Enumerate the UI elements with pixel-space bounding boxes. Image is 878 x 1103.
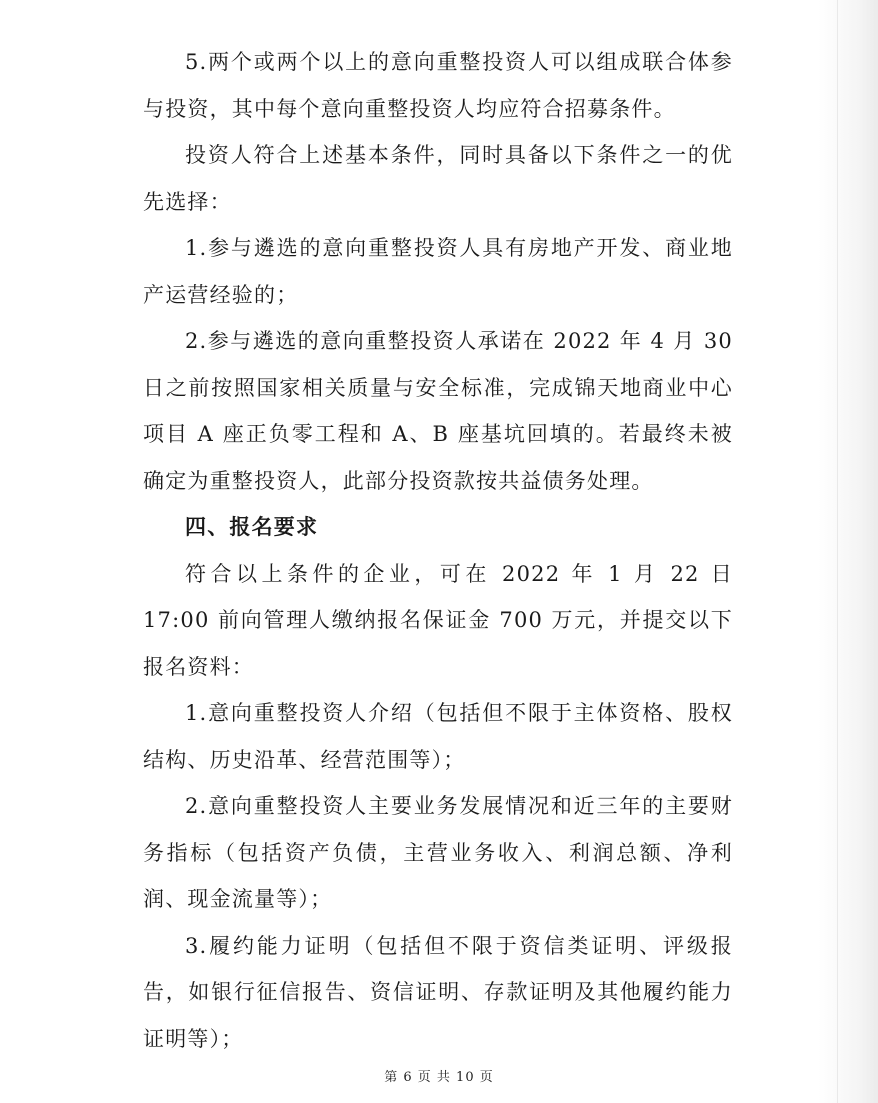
paragraph-priority-1: 1.参与遴选的意向重整投资人具有房地产开发、商业地产运营经验的；: [143, 236, 733, 307]
section-heading-registration: 四、报名要求: [185, 515, 319, 539]
paragraph-material-3: 3.履约能力证明（包括但不限于资信类证明、评级报告，如银行征信报告、资信证明、存款证明及其他履约能力证明等）；: [143, 933, 733, 1051]
document-body: [143, 39, 733, 1062]
scan-edge-line: [837, 0, 838, 1103]
paragraph-priority-2: 2.参与遴选的意向重整投资人承诺在 2022 年 4 月 30 日之前按照国家相关质量与安全标准，完成锦天地商业中心项目 A 座正负零工程和 A、B 座基坑回填的。若最终未被确定为重整投资人，此部分投资款按共益债务处理。: [143, 329, 733, 493]
paragraph-material-2: 2.意向重整投资人主要业务发展情况和近三年的主要财务指标（包括资产负债，主营业务收入、利润总额、净利润、现金流量等）；: [143, 794, 733, 911]
paragraph-condition-5: 5.两个或两个以上的意向重整投资人可以组成联合体参与投资，其中每个意向重整投资人均应符合招募条件。: [143, 50, 733, 121]
paragraph-material-1: 1.意向重整投资人介绍（包括但不限于主体资格、股权结构、历史沿革、经营范围等）；: [143, 701, 733, 772]
page-number-footer: 第 6 页 共 10 页: [384, 1070, 494, 1085]
scan-shadow: [818, 0, 878, 1103]
paragraph-priority-intro: 投资人符合上述基本条件，同时具备以下条件之一的优先选择：: [143, 143, 733, 214]
paragraph-registration-intro: 符合以上条件的企业，可在 2022 年 1 月 22 日 17:00 前向管理人缴纳报名保证金 700 万元，并提交以下报名资料：: [143, 561, 733, 679]
